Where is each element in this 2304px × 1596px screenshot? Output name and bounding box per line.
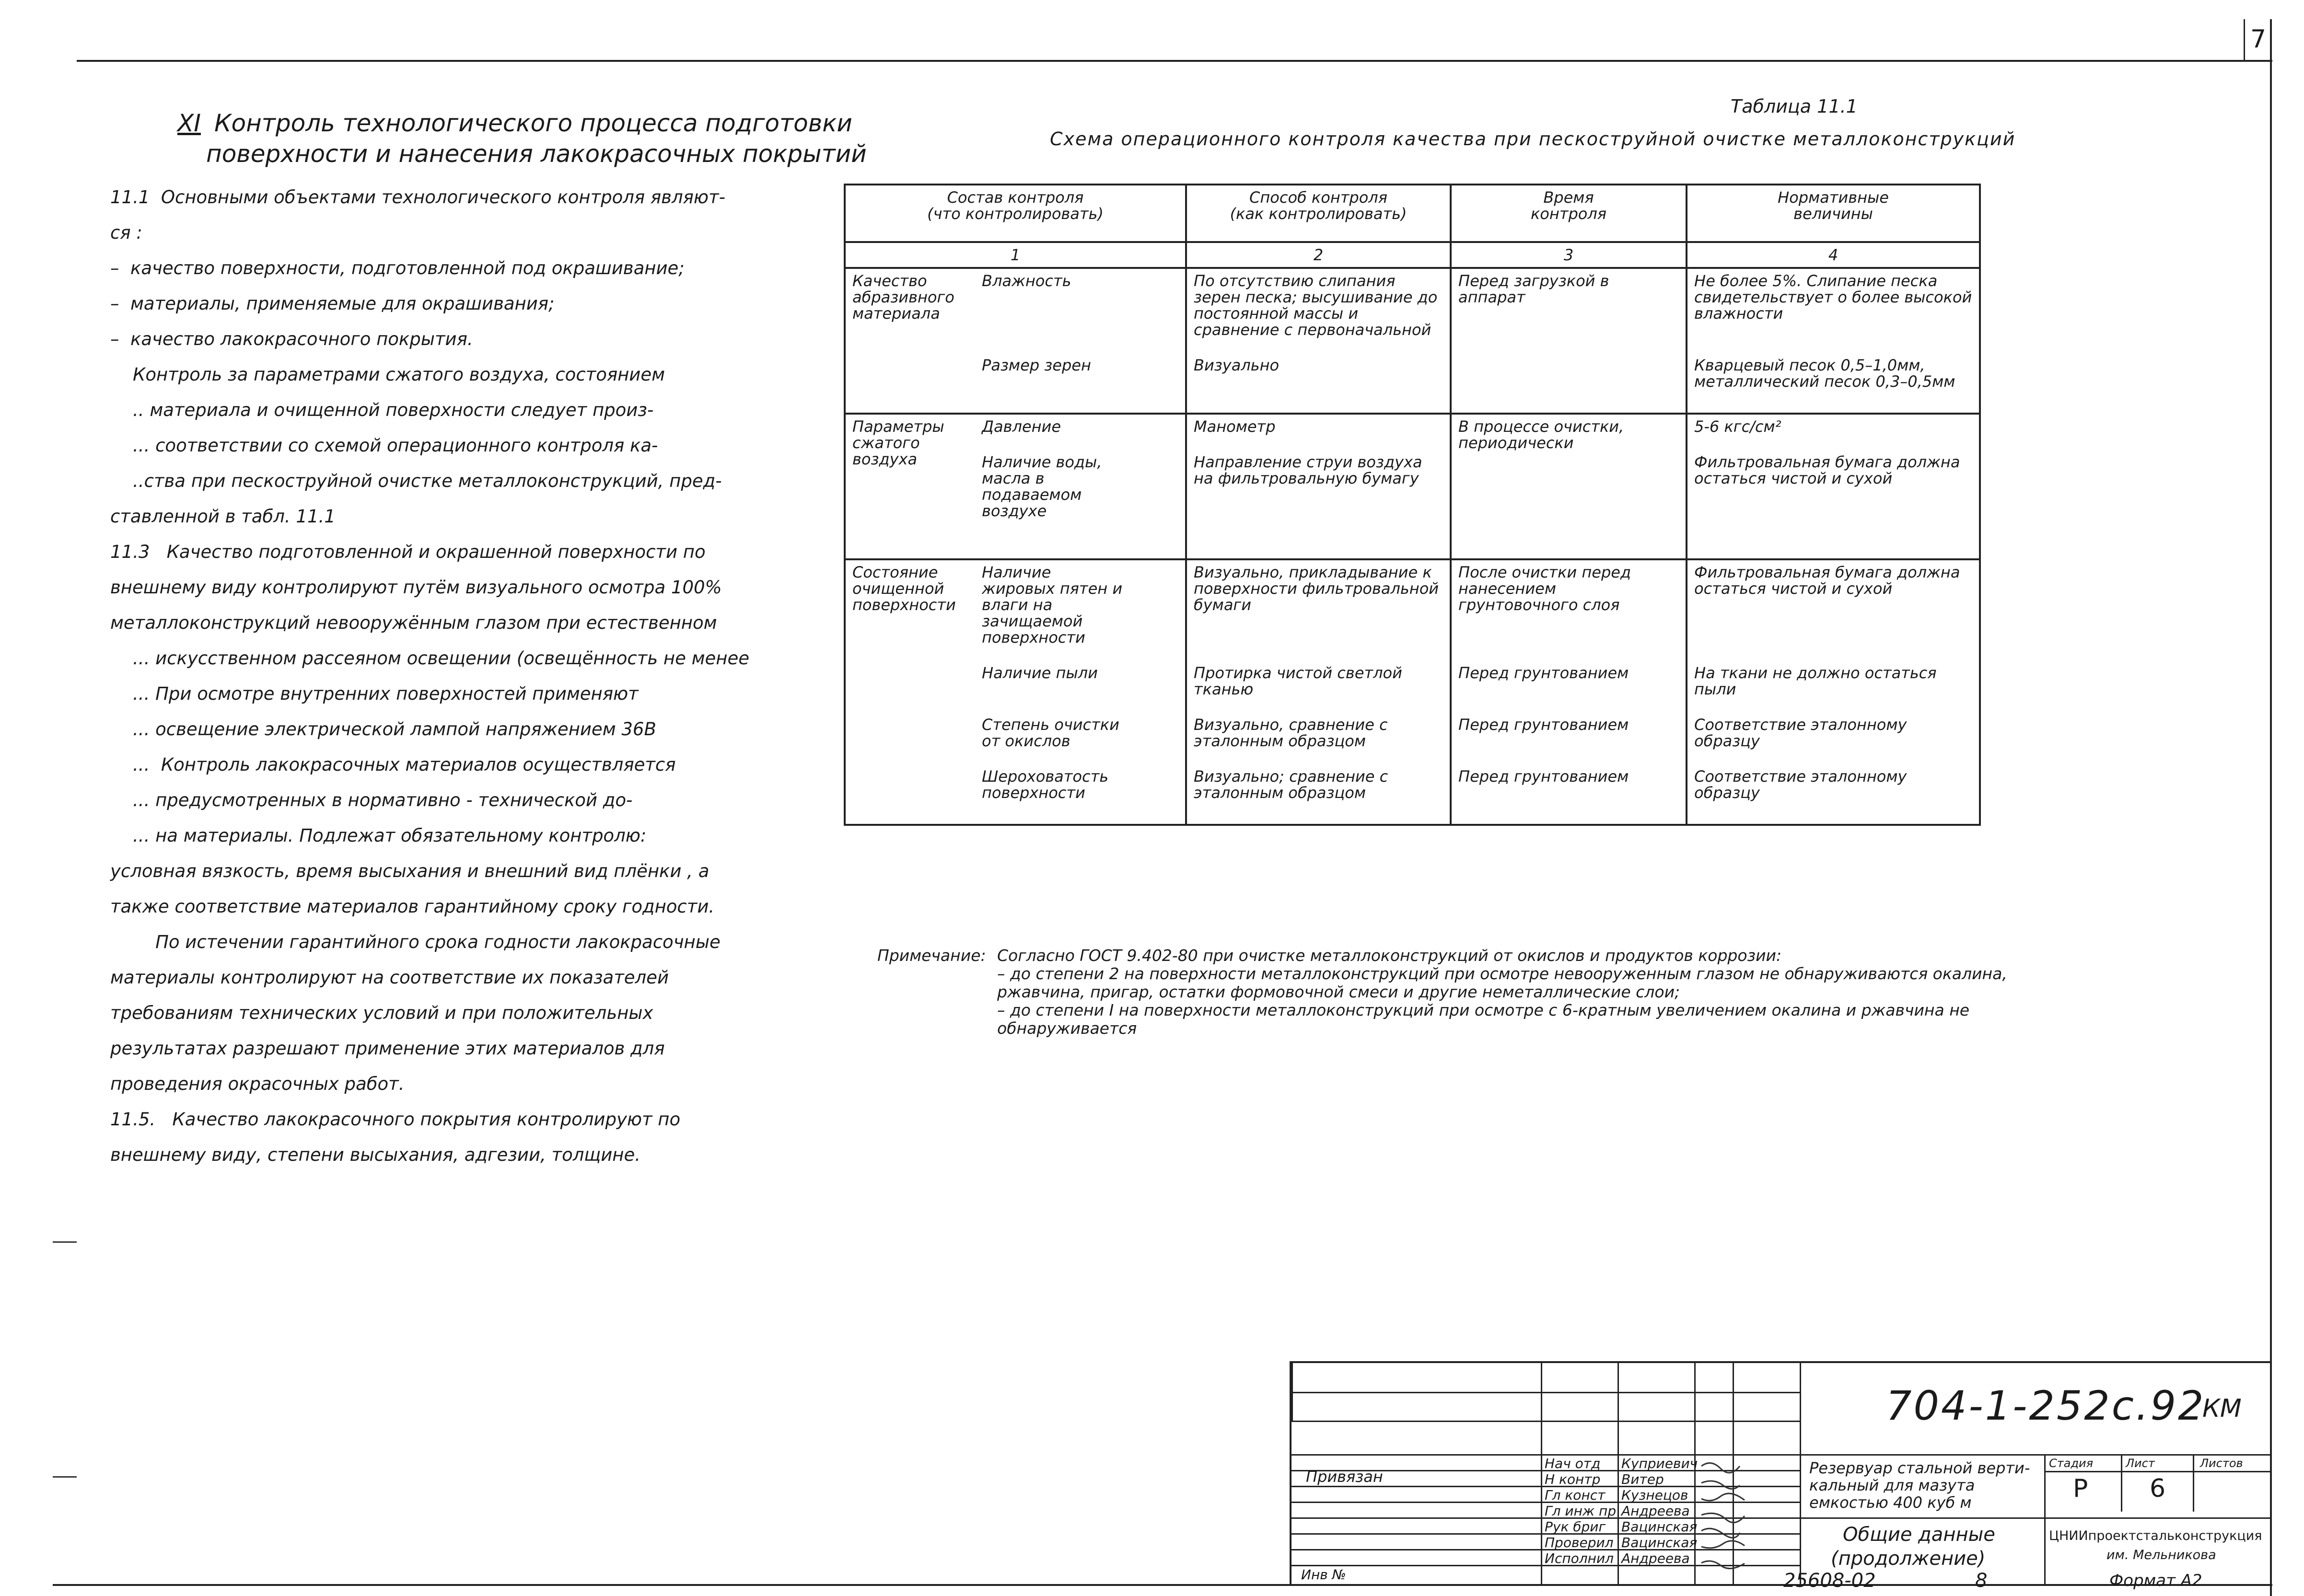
cell-time <box>1451 559 1687 825</box>
table-caption: Схема операционного контроля качества при пескоструйной очистке металлоконструкций <box>1050 128 2016 150</box>
norm-text: 5-6 кгс/см² <box>1694 417 1781 436</box>
organization-line1: ЦНИИпроектстальконструкция <box>2049 1528 2262 1543</box>
body-line: также соответствие материалов гарантийному сроку годности. <box>110 896 715 917</box>
method-text: Визуально, прикладывание к поверхности фильтровальной бумаги <box>1194 563 1439 614</box>
norm-text: Не более 5%. Слипание песка свидетельствует о более высокой влажности <box>1694 272 1972 323</box>
stamp-line <box>2121 1454 2122 1512</box>
body-line: внешнему виду, степени высыхания, адгезии, толщине. <box>110 1145 640 1165</box>
norm-text: Кварцевый песок 0,5–1,0мм, металлический песок 0,3–0,5мм <box>1694 356 1955 391</box>
body-line: 11.5. Качество лакокрасочного покрытия контролируют по <box>110 1109 681 1130</box>
table-body <box>845 268 1980 825</box>
name-label: Андреева <box>1621 1503 1690 1519</box>
norm-text: Соответствие эталонному образцу <box>1694 767 1907 802</box>
norm-text: Соответствие эталонному образцу <box>1694 716 1907 750</box>
stamp-line <box>2044 1454 2046 1586</box>
cell-method <box>1186 559 1451 825</box>
body-line: – качество лакокрасочного покрытия. <box>110 329 473 349</box>
sheet-label: Лист <box>2126 1457 2155 1470</box>
sheet-title-line: Общие данные <box>1843 1524 1995 1546</box>
body-line: материалы контролируют на соответствие их показателей <box>110 967 669 988</box>
signatures-image <box>1697 1457 1802 1581</box>
body-line: – качество поверхности, подготовленной под окрашивание; <box>110 258 685 278</box>
note-line: – до степени I на поверхности металлоконструкций при осмотре с 6-кратным увеличением окалина и ржавчина не обнаруживается <box>997 1001 1970 1038</box>
sheet-number: 7 <box>2244 19 2271 61</box>
table-row <box>845 414 1980 559</box>
norm-text: Фильтровальная бумага должна остаться чистой и сухой <box>1694 453 1960 487</box>
norm-text: На ткани не должно остаться пыли <box>1694 664 1937 698</box>
table-number: Таблица 11.1 <box>1731 96 1858 117</box>
cell-method <box>1186 414 1451 559</box>
table-row <box>845 268 1980 414</box>
time-text: После очистки перед нанесением грунтовочного слоя <box>1458 563 1631 614</box>
body-line: условная вязкость, время высыхания и внешний вид плёнки , а <box>110 861 710 881</box>
role-label: Гл конст <box>1545 1487 1606 1503</box>
name-label: Вацинская <box>1621 1519 1698 1535</box>
frame-right-line <box>2270 19 2272 1596</box>
role-label: Исполнил <box>1545 1550 1614 1566</box>
time-text: В процессе очистки, периодически <box>1458 417 1624 452</box>
sheet-title-line: (продолжение) <box>1831 1548 1986 1570</box>
time-text: Перед грунтованием <box>1458 664 1629 682</box>
object-title-line: Резервуар стальной верти- <box>1809 1459 2030 1477</box>
parameter: Степень очистки от окислов <box>982 716 1119 750</box>
parameter: Наличие жировых пятен и влаги на зачищаемой поверхности <box>982 563 1123 647</box>
stamp-line <box>2193 1454 2194 1512</box>
time-text: Перед грунтованием <box>1458 767 1629 786</box>
name-label: Вацинская <box>1621 1535 1698 1550</box>
parameter: Наличие воды, масла в подаваемом воздухе <box>982 453 1102 520</box>
inv-no-label: Инв № <box>1301 1567 1346 1583</box>
method-text: По отсутствию слипания зерен песка; высушивание до постоянной массы и сравнение с первоначальной <box>1194 272 1438 339</box>
parameter: Шероховатость поверхности <box>982 767 1109 802</box>
time-text <box>1458 357 1679 390</box>
stage-label: Стадия <box>2049 1457 2094 1470</box>
table-row <box>845 559 1980 825</box>
method-text: Протирка чистой светлой тканью <box>1194 664 1402 698</box>
stamp-line <box>1292 1421 1800 1422</box>
body-line: ... При осмотре внутренних поверхностей применяют <box>110 683 639 704</box>
norm-text: Фильтровальная бумага должна остаться чистой и сухой <box>1694 563 1960 598</box>
body-line: металлоконструкций невооружённым глазом при естественном <box>110 613 717 633</box>
body-line: Контроль за параметрами сжатого воздуха, состоянием <box>110 364 665 385</box>
note-line: – до степени 2 на поверхности металлоконструкций при осмотре невооруженным глазом не обнаруживаются окалина, ржавчина, пригар, остатки формовочной смеси и другие неметаллические слои; <box>997 964 2007 1001</box>
body-line: По истечении гарантийного срока годности лакокрасочные <box>110 932 721 952</box>
time-text: Перед загрузкой в аппарат <box>1458 272 1609 306</box>
method-text: Визуально, сравнение с эталонным образцом <box>1194 716 1388 750</box>
name-label: Витер <box>1621 1471 1664 1487</box>
margin-tick <box>53 1241 77 1243</box>
body-line: ... предусмотренных в нормативно - технической до- <box>110 790 633 810</box>
document-code: 704-1-252с.92 <box>1886 1382 2206 1429</box>
body-line: ... соответствии со схемой операционного контроля ка- <box>110 435 658 456</box>
object-title-line: емкостью 400 куб м <box>1809 1493 1972 1512</box>
header-col-2: Способ контроля (как контролировать) <box>1186 185 1451 242</box>
margin-tick <box>53 1476 77 1478</box>
body-line: ... искусственном рассеяном освещении (освещённость не менее <box>110 648 749 669</box>
body-line: результатах разрешают применение этих материалов для <box>110 1038 665 1059</box>
note-line: Согласно ГОСТ 9.402-80 при очистке металлоконструкций от окислов и продуктов коррозии: <box>997 946 1782 965</box>
note-label: Примечание: <box>877 946 986 965</box>
cell-object <box>845 559 1186 825</box>
time-text <box>1458 470 1679 535</box>
col-number: 1 <box>845 242 1186 268</box>
organization-line2: им. Мельникова <box>2106 1548 2216 1562</box>
role-label: Гл инж пр <box>1545 1503 1617 1519</box>
cell-norm <box>1687 414 1980 559</box>
parameter: Влажность <box>982 272 1071 290</box>
body-line: ся : <box>110 222 142 243</box>
col-number: 2 <box>1186 242 1451 268</box>
body-line: 11.1 Основными объектами технологического контроля являют- <box>110 187 725 208</box>
parameter: Размер зерен <box>982 356 1091 374</box>
privyazan-label: Привязан <box>1306 1468 1383 1486</box>
sheets-label: Листов <box>2200 1457 2243 1470</box>
stamp-line <box>1292 1392 1800 1393</box>
header-col-3: Время контроля <box>1451 185 1687 242</box>
header-col-4: Нормативные величины <box>1687 185 1980 242</box>
cell-norm <box>1687 268 1980 414</box>
body-line: внешнему виду контролируют путём визуального осмотра 100% <box>110 577 722 598</box>
body-text <box>110 180 772 1173</box>
col-number: 3 <box>1451 242 1687 268</box>
section-heading <box>177 108 867 169</box>
body-line: ..ства при пескоструйной очистке металлоконструкций, пред- <box>110 471 722 491</box>
control-table <box>844 184 1981 826</box>
time-text: Перед грунтованием <box>1458 716 1629 734</box>
sheet-value: 6 <box>2150 1474 2166 1503</box>
body-line: ... на материалы. Подлежат обязательному контролю: <box>110 825 647 846</box>
cell-object <box>845 414 1186 559</box>
body-line: ... освещение электрической лампой напряжением 36В <box>110 719 656 740</box>
archive-number: 25608-02 <box>1783 1570 1876 1592</box>
body-line: ставленной в табл. 11.1 <box>110 506 336 527</box>
name-label: Кузнецов <box>1621 1487 1688 1503</box>
stamp-line <box>1292 1454 2272 1456</box>
stamp-line <box>1694 1363 1696 1586</box>
note-body <box>997 947 2028 1038</box>
section-title-line2: поверхности и нанесения лакокрасочных покрытий <box>206 140 867 168</box>
table-note <box>877 947 2028 1038</box>
role-label: Проверил <box>1545 1535 1614 1550</box>
document-suffix: КМ <box>2202 1394 2242 1423</box>
cell-norm <box>1687 559 1980 825</box>
group-object: Параметры сжатого воздуха <box>852 417 944 468</box>
group-object: Состояние очищенной поверхности <box>852 563 956 614</box>
group-object: Качество абразивного материала <box>852 272 954 323</box>
section-number: XI <box>177 109 201 137</box>
body-line: – материалы, применяемые для окрашивания; <box>110 293 555 314</box>
cell-object <box>845 268 1186 414</box>
header-col-1: Состав контроля (что контролировать) <box>845 185 1186 242</box>
method-text: Направление струи воздуха на фильтровальную бумагу <box>1194 453 1422 487</box>
body-line: требованиям технических условий и при положительных <box>110 1003 653 1023</box>
title-block <box>1290 1361 2272 1586</box>
method-text: Манометр <box>1194 417 1276 436</box>
role-label: Рук бриг <box>1545 1519 1606 1535</box>
parameter: Давление <box>982 417 1061 436</box>
parameter: Наличие пыли <box>982 664 1098 682</box>
object-title-line: кальный для мазута <box>1809 1476 1975 1494</box>
stamp-line <box>1617 1363 1619 1586</box>
role-label: Нач отд <box>1545 1456 1601 1471</box>
body-line: 11.3 Качество подготовленной и окрашенной поверхности по <box>110 542 706 562</box>
body-line: ... Контроль лакокрасочных материалов осуществляется <box>110 754 676 775</box>
cell-method <box>1186 268 1451 414</box>
body-line: проведения окрасочных работ. <box>110 1074 405 1094</box>
stamp-line <box>1541 1363 1542 1586</box>
archive-page: 8 <box>1975 1570 1988 1592</box>
stage-value: Р <box>2073 1474 2088 1503</box>
stamp-line <box>2044 1471 2272 1472</box>
column-number-row <box>845 242 1980 268</box>
frame-top-line <box>77 60 2272 62</box>
cell-time <box>1451 268 1687 414</box>
method-text: Визуально <box>1194 356 1280 374</box>
table-header-row <box>845 185 1980 242</box>
body-line: .. материала и очищенной поверхности следует произ- <box>110 400 654 420</box>
role-label: Н контр <box>1545 1471 1601 1487</box>
col-number: 4 <box>1687 242 1980 268</box>
cell-time <box>1451 414 1687 559</box>
name-label: Андреева <box>1621 1550 1690 1566</box>
section-title-line1: Контроль технологического процесса подготовки <box>214 109 852 137</box>
name-label: Куприевич <box>1621 1456 1698 1471</box>
method-text: Визуально; сравнение с эталонным образцом <box>1194 767 1388 802</box>
format-label: Формат А2 <box>2109 1571 2202 1590</box>
